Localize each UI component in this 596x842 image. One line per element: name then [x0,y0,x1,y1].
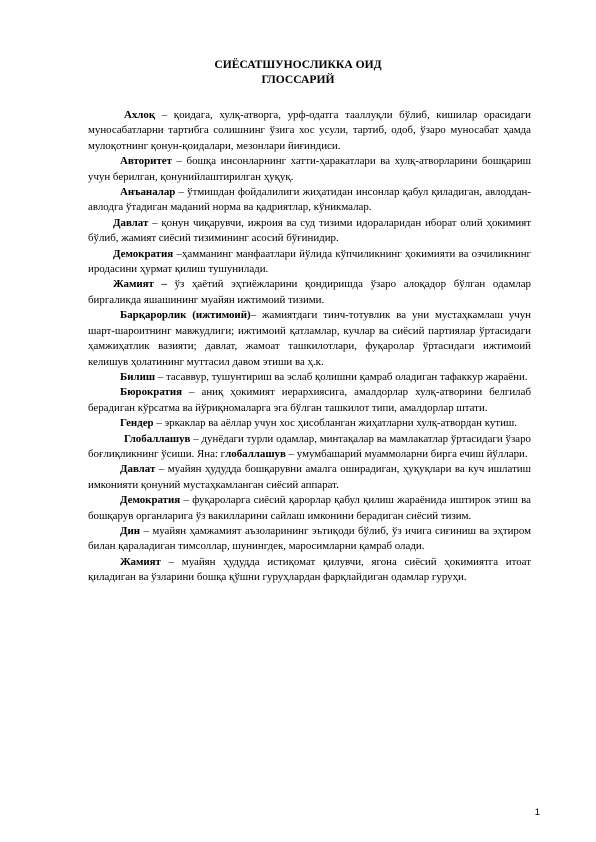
glossary-term: Жамият [120,555,161,568]
glossary-entry [88,185,531,216]
glossary-definition: – бошқа инсонларнинг хатти-ҳаракатлари ва хулқ-атворларини бошқариш учун берилган, қонунийлаштирилган ҳуқуқ. [88,155,531,183]
glossary-term: Билиш [120,370,156,383]
glossary-definition: – дунёдаги турли одамлар, минтақалар ва мамлакатлар ўртасидаги ўзаро боғлиқликнинг ўсиши. Яна: г [88,432,531,460]
glossary-term: Дин [120,524,141,537]
glossary-term: Демократия [113,247,174,260]
glossary-term: Глобаллашув [124,432,191,445]
glossary-entry [88,108,531,154]
glossary-definition: – муайян ҳудудда истиқомат қилувчи, ягона сиёсий ҳокимиятга итоат қиладиган ва ўзларини бошқа қўшни гуруҳлардан фарқлайдиган одамлар гуруҳи. [88,555,531,584]
glossary-term: Демократия [120,494,181,507]
glossary-entry [88,370,531,385]
glossary-definition: – қонун чиқарувчи, ижроия ва суд тизими идораларидан иборат олий ҳокимият бўлиб, жамият сиёсий тизимининг асосий бўғинидир. [88,216,531,245]
glossary-entry [88,416,531,431]
glossary-entry [88,493,531,524]
glossary-term: Давлат [113,216,149,229]
glossary-term: Авторитет [120,155,172,168]
glossary-term: Давлат [120,463,156,476]
glossary-definition: – қоидага, хулқ-атворга, урф-одатга тааллуқли бўлиб, кишилар орасидаги муносабатларни тартибга солишнинг ўзига хос усули, тартиб, одоб, ўзаро муносабат ҳамда мулоқотнинг қонун-қоидалари, мезонлари йиғиндиси. [88,109,531,152]
glossary-definition: – муайян ҳамжамият аъзоларининг эътиқоди бўлиб, ўз ичига сиғиниш ва эҳтиром билан қараладиган тимсоллар, шунингдек, маросимларни қамраб олади. [88,524,531,553]
page-title [60,57,536,87]
glossary-definition: – аниқ ҳокимият иерархиясига, амалдорлар хулқ-атворини белгилаб берадиган кўрсатма ва йўриқномаларга эга бўлган ташкилот типи, амалдорлар штати. [88,386,531,414]
glossary-definition: ўз ҳаётий эҳтиёжларини қондиришда ўзаро алоқадор бўлган одамлар биргаликда яшашининг муайян ижтимоий тизими. [88,278,531,306]
glossary-term: Жамият – [113,278,167,291]
glossary-body [88,108,531,586]
glossary-entry [88,555,531,586]
glossary-term-inline: лобаллашув [225,447,286,460]
glossary-entry [88,308,531,370]
glossary-term: Бюрократия [120,386,183,399]
glossary-definition: – ўтмишдан фойдалилиги жиҳатидан инсонлар қабул қиладиган, авлоддан-авлодга ўтадиган маданий норма ва қадриятлар, кўникмалар. [88,186,531,214]
glossary-term: Барқарорлик (ижтимоий) [120,309,251,322]
title-line-2: ГЛОССАРИЙ [261,73,335,86]
glossary-definition: – жамиятдаги тинч-тотувлик ва уни мустаҳкамлаш учун шарт-шароитнинг мавжудлиги; ижтимоий қатламлар, кучлар ва сиёсий партиялар ўртасидаги ҳамжиҳатлик вазияти; давлат, жамоат ташкилотлари, фуқаролар ўртасидаги ижтимоий келишув ҳолатининг муттасил давом этиши ва ҳ.к. [88,309,531,368]
page-number: 1 [534,807,540,818]
glossary-definition: – эркаклар ва аёллар учун хос ҳисобланган жиҳатларни хулқ-атвордан кутиш. [153,417,518,430]
glossary-definition-cont: – умумбашарий муаммоларни бирга ечиш йўллари. [285,447,528,460]
glossary-entry [88,385,531,416]
glossary-definition: – тасаввур, тушунтириш ва эслаб қолишни қамраб оладиган тафаккур жараёни. [155,370,528,383]
glossary-entry [88,432,531,463]
title-line-1: СИЁСАТШУНОСЛИККА ОИД [214,58,382,71]
glossary-entry [88,524,531,555]
glossary-definition: –ҳамманинг манфаатлари йўлида кўпчиликнинг ҳокимияти ва озчиликнинг иродасини ҳурмат қилиш тушунилади. [88,247,531,276]
glossary-entry [88,154,531,185]
glossary-term: Ахлоқ [124,109,156,121]
glossary-definition: – муайян ҳудудда бошқарувни амалга оширадиган, ҳуқуқлари ва куч ишлатиш имконияти қонуний мустаҳкамланган сиёсий аппарат. [88,463,531,491]
glossary-entry [88,277,531,308]
glossary-entry [88,462,531,493]
glossary-term: Анъаналар [120,186,176,199]
glossary-entry [88,216,531,247]
glossary-definition: – фуқароларга сиёсий қарорлар қабул қилиш жараёнида иштирок этиш ва бошқарув органларига ўз вакилларини сайлаш имконини берадиган сиёсий тизим. [88,494,531,522]
glossary-term: Гендер [120,417,154,430]
glossary-entry [88,247,531,278]
